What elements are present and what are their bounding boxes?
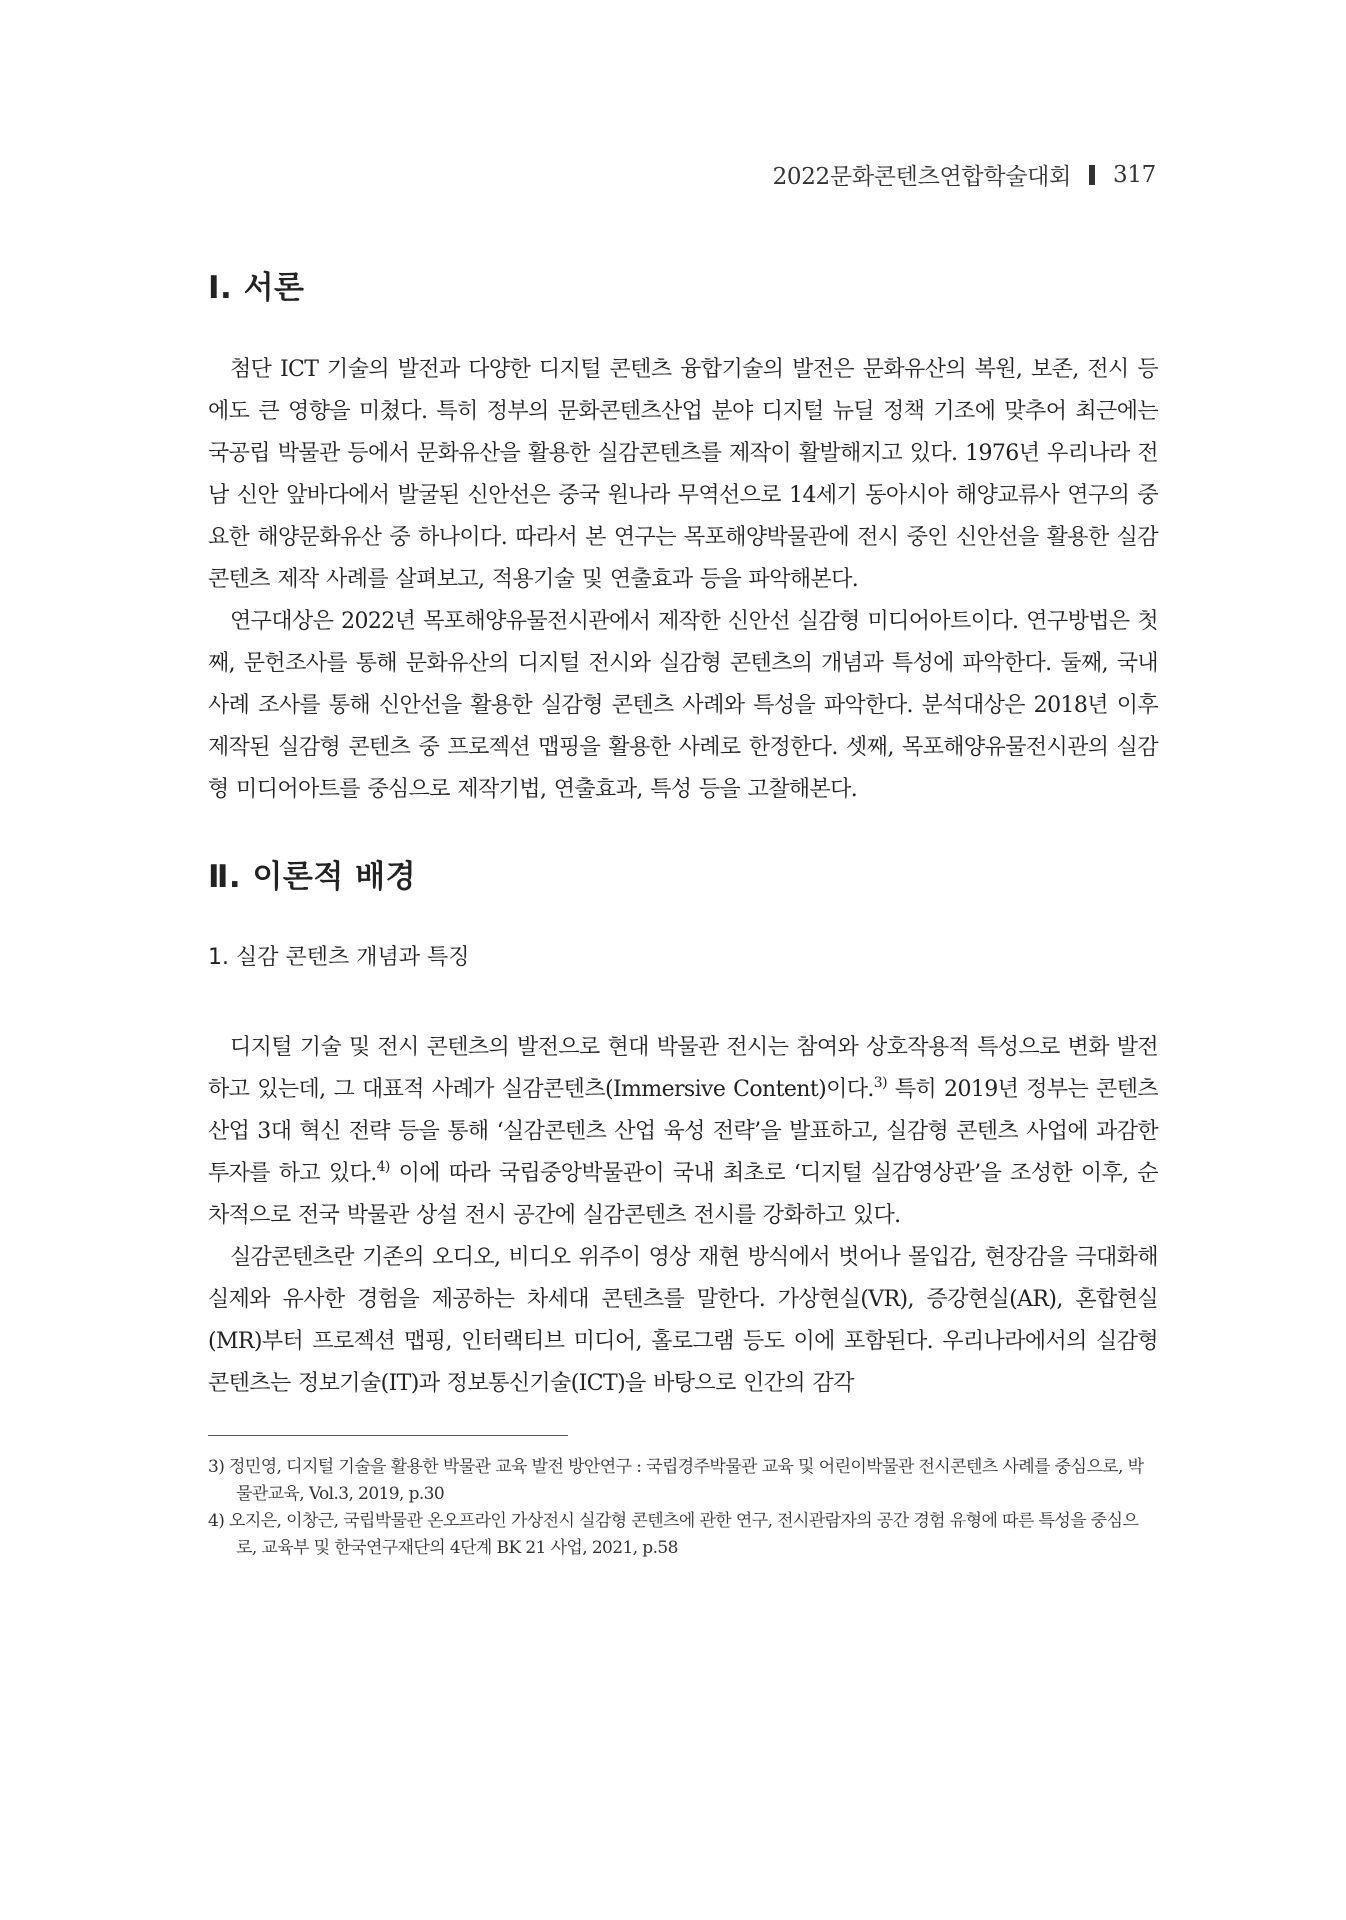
section-heading-background: Ⅱ. 이론적 배경 [208,859,417,895]
running-header [773,158,1156,191]
footnote-4: 4) 오지은, 이창근, 국립박물관 온오프라인 가상전시 실감형 콘텐츠에 관한 연구, 전시관람자의 공간 경험 유형에 따른 특성을 중심으로, 교육부 및 한국연구재단의 4단계 BK 21 사업, 2021, p.58 [208,1511,1139,1558]
footnote-ref-3[interactable]: 3) [873,1075,887,1091]
background-paragraph-1 [208,1027,1158,1237]
paragraph-text: 디지털 기술 및 전시 콘텐츠의 발전으로 현대 박물관 전시는 참여와 상호작용적 특성으로 변화 발전하고 있는데, 그 대표적 사례가 실감콘텐츠(Immersive Content)이다. [208,1035,1158,1102]
intro-paragraph-2: 연구대상은 2022년 목포해양유물전시관에서 제작한 신안선 실감형 미디어아트이다. 연구방법은 첫째, 문헌조사를 통해 문화유산의 디지털 전시와 실감형 콘텐츠의 개념과 특성에 파악한다. 둘째, 국내 사례 조사를 통해 신안선을 활용한 실감형 콘텐츠 사례와 특성을 파악한다. 분석대상은 2018년 이후 제작된 실감형 콘텐츠 중 프로젝션 맵핑을 활용한 사례로 한정한다. 셋째, 목포해양유물전시관의 실감형 미디어아트를 중심으로 제작기법, 연출효과, 특성 등을 고찰해본다. [208,609,1158,802]
background-paragraph-2: 실감콘텐츠란 기존의 오디오, 비디오 위주이 영상 재현 방식에서 벗어나 몰입감, 현장감을 극대화해 실제와 유사한 경험을 제공하는 차세대 콘텐츠를 말한다. 가상현실(VR), 증강현실(AR), 혼합현실(MR)부터 프로젝션 맵핑, 인터랙티브 미디어, 홀로그램 등도 이에 포함된다. 우리나라에서의 실감형 콘텐츠는 정보기술(IT)과 정보통신기술(ICT)을 바탕으로 인간의 감각 [208,1245,1158,1396]
footnote-ref-4[interactable]: 4) [376,1159,390,1175]
paragraph-text: 이에 따라 국립중앙박물관이 국내 최초로 ‘디지털 실감영상관’을 조성한 이후, 순차적으로 전국 박물관 상설 전시 공간에 실감콘텐츠 전시를 강화하고 있다. [208,1161,1158,1228]
paragraph-text: 특히 2019년 정부는 콘텐츠 산업 3대 혁신 전략 등을 통해 ‘실감콘텐츠 산업 육성 전략’을 발표하고, 실감형 콘텐츠 사업에 과감한 투자를 하고 있다. [208,1077,1159,1186]
footnote-3: 3) 정민영, 디지털 기술을 활용한 박물관 교육 발전 방안연구 : 국립경주박물관 교육 및 어린이박물관 전시콘텐츠 사례를 중심으로, 박물관교육, Vol.3, 2019, p.30 [208,1457,1144,1504]
section-heading-introduction: Ⅰ. 서론 [208,270,305,306]
page-body [208,262,1158,1562]
page-number: 317 [1113,161,1156,188]
footnote-divider [208,1435,568,1436]
header-divider [1089,165,1095,185]
conference-title: 2022문화콘텐츠연합학술대회 [772,164,1071,190]
intro-paragraph-1: 첨단 ICT 기술의 발전과 다양한 디지털 콘텐츠 융합기술의 발전은 문화유산의 복원, 보존, 전시 등에도 큰 영향을 미쳤다. 특히 정부의 문화콘텐츠산업 분야 디지털 뉴딜 정책 기조에 맞추어 최근에는 국공립 박물관 등에서 문화유산을 활용한 실감콘텐츠를 제작이 활발해지고 있다. 1976년 우리나라 전남 신안 앞바다에서 발굴된 신안선은 중국 원나라 무역선으로 14세기 동아시아 해양교류사 연구의 중요한 해양문화유산 중 하나이다. 따라서 본 연구는 목포해양박물관에 전시 중인 신안선을 활용한 실감콘텐츠 제작 사례를 살펴보고, 적용기술 및 연출효과 등을 파악해본다. [208,357,1158,592]
subsection-heading: 1. 실감 콘텐츠 개념과 특징 [208,945,470,970]
